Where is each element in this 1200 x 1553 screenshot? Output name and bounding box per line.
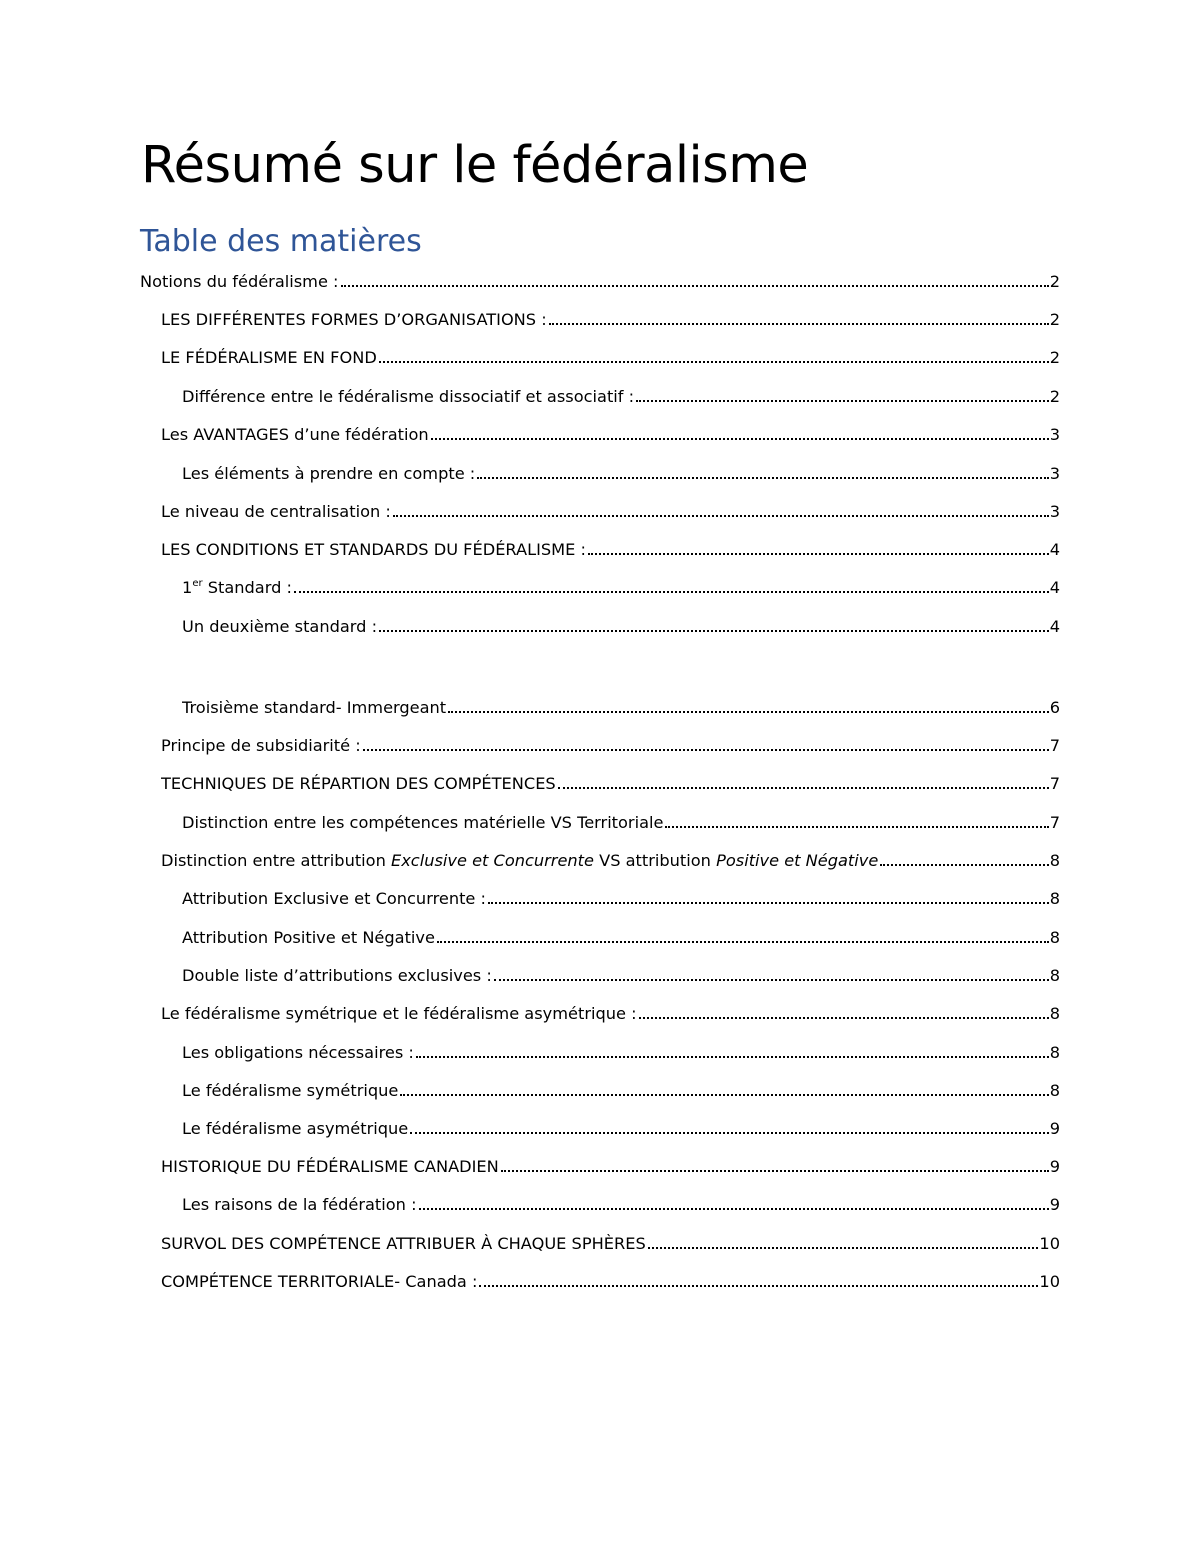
toc-entry[interactable] xyxy=(161,1000,1060,1024)
toc-entry-title: LE FÉDÉRALISME EN FOND xyxy=(161,348,377,367)
toc-entry-title: Les obligations nécessaires : xyxy=(182,1043,414,1062)
toc-dot-leader xyxy=(400,1094,1048,1096)
toc-dot-leader xyxy=(416,1056,1049,1058)
toc-dot-leader xyxy=(393,515,1049,517)
toc-entry[interactable] xyxy=(182,885,1060,909)
toc-entry-title: Les raisons de la fédération : xyxy=(182,1195,417,1214)
toc-page-number: 3 xyxy=(1049,425,1060,444)
toc-entry-title: Le fédéralisme asymétrique xyxy=(182,1119,409,1138)
toc-page-number: 2 xyxy=(1049,348,1060,367)
toc-entry[interactable] xyxy=(182,809,1060,833)
toc-entry-title: Attribution Exclusive et Concurrente : xyxy=(182,889,486,908)
toc-dot-leader xyxy=(648,1247,1039,1249)
toc-dot-leader xyxy=(488,902,1049,904)
toc-dot-leader xyxy=(341,285,1049,287)
toc-page-number: 4 xyxy=(1049,540,1060,559)
toc-entry[interactable] xyxy=(161,344,1060,368)
toc-entry[interactable] xyxy=(161,306,1060,330)
toc-entry-title: LES CONDITIONS ET STANDARDS DU FÉDÉRALISME : xyxy=(161,540,586,559)
toc-entry[interactable] xyxy=(182,962,1060,986)
toc-dot-leader xyxy=(431,438,1049,440)
toc-dot-leader xyxy=(448,711,1049,713)
toc-page-number: 8 xyxy=(1049,1004,1060,1023)
toc-dot-leader xyxy=(588,553,1049,555)
toc-dot-leader xyxy=(636,400,1049,402)
toc-entry[interactable] xyxy=(161,732,1060,756)
toc-entry[interactable] xyxy=(161,770,1060,794)
toc-entry[interactable] xyxy=(161,1230,1060,1254)
toc-entry-title: Les éléments à prendre en compte : xyxy=(182,464,476,483)
document-title: Résumé sur le fédéralisme xyxy=(141,136,809,195)
toc-entry-title: Double liste d’attributions exclusives : xyxy=(182,966,492,985)
toc-page-number: 4 xyxy=(1049,617,1060,636)
toc-entry[interactable] xyxy=(161,498,1060,522)
toc-entry-title: LES DIFFÉRENTES FORMES D’ORGANISATIONS : xyxy=(161,310,547,329)
toc-page-number: 9 xyxy=(1049,1195,1060,1214)
toc-entry[interactable] xyxy=(161,536,1060,560)
toc-entry-title: SURVOL DES COMPÉTENCE ATTRIBUER À CHAQUE SPHÈRES xyxy=(161,1234,646,1253)
toc-entry-title: Distinction entre attribution Exclusive et Concurrente VS attribution Positive et Négative xyxy=(161,851,879,870)
toc-page-number: 2 xyxy=(1049,310,1060,329)
toc-entry[interactable] xyxy=(182,574,1060,598)
toc-dot-leader xyxy=(665,826,1048,828)
toc-page-number: 8 xyxy=(1049,889,1060,908)
toc-entry[interactable] xyxy=(182,694,1060,718)
toc-page-number: 9 xyxy=(1049,1157,1060,1176)
toc-page-number: 8 xyxy=(1049,966,1060,985)
toc-page-number: 10 xyxy=(1039,1234,1060,1253)
toc-dot-leader xyxy=(294,591,1049,593)
toc-entry[interactable] xyxy=(182,1039,1060,1063)
toc-entry-title: COMPÉTENCE TERRITORIALE- Canada : xyxy=(161,1272,478,1291)
toc-entry-title: Le fédéralisme symétrique xyxy=(182,1081,399,1100)
toc-dot-leader xyxy=(558,787,1049,789)
toc-entry[interactable] xyxy=(182,460,1060,484)
toc-page-number: 6 xyxy=(1049,698,1060,717)
toc-entry[interactable] xyxy=(182,383,1060,407)
toc-dot-leader xyxy=(363,749,1049,751)
toc-page-number: 9 xyxy=(1049,1119,1060,1138)
toc-entry[interactable] xyxy=(182,1077,1060,1101)
toc-entry-title: Troisième standard- Immergeant xyxy=(182,698,447,717)
toc-dot-leader xyxy=(639,1017,1049,1019)
toc-dot-leader xyxy=(419,1208,1049,1210)
toc-entry-title: Notions du fédéralisme : xyxy=(140,272,339,291)
toc-page-number: 8 xyxy=(1049,851,1060,870)
toc-entry[interactable] xyxy=(182,924,1060,948)
toc-entry[interactable] xyxy=(182,1191,1060,1215)
toc-entry[interactable] xyxy=(182,613,1060,637)
toc-page-number: 7 xyxy=(1049,813,1060,832)
toc-page-number: 8 xyxy=(1049,928,1060,947)
toc-entry-title: Distinction entre les compétences matérielle VS Territoriale xyxy=(182,813,664,832)
toc-entry-title: Les AVANTAGES d’une fédération xyxy=(161,425,429,444)
toc-entry-title: 1er Standard : xyxy=(182,578,292,597)
toc-entry-title: TECHNIQUES DE RÉPARTION DES COMPÉTENCES xyxy=(161,774,556,793)
toc-page-number: 10 xyxy=(1039,1272,1060,1291)
toc-dot-leader xyxy=(437,941,1049,943)
toc-entry-title: Principe de subsidiarité : xyxy=(161,736,361,755)
toc-dot-leader xyxy=(479,1285,1038,1287)
toc-dot-leader xyxy=(379,361,1049,363)
toc-entry-title: Différence entre le fédéralisme dissociatif et associatif : xyxy=(182,387,635,406)
toc-page-number: 7 xyxy=(1049,736,1060,755)
toc-dot-leader xyxy=(501,1170,1049,1172)
toc-entry[interactable] xyxy=(161,1268,1060,1292)
toc-entry[interactable] xyxy=(161,847,1060,871)
toc-dot-leader xyxy=(410,1132,1048,1134)
toc-entry-title: Un deuxième standard : xyxy=(182,617,378,636)
toc-entry[interactable] xyxy=(140,268,1060,292)
toc-page-number: 2 xyxy=(1049,272,1060,291)
toc-page-number: 8 xyxy=(1049,1081,1060,1100)
toc-dot-leader xyxy=(494,979,1049,981)
toc-dot-leader xyxy=(379,630,1049,632)
toc-page-number: 4 xyxy=(1049,578,1060,597)
toc-entry[interactable] xyxy=(161,1153,1060,1177)
toc-dot-leader xyxy=(549,323,1049,325)
toc-dot-leader xyxy=(477,477,1048,479)
toc-dot-leader xyxy=(880,864,1048,866)
toc-entry[interactable] xyxy=(182,1115,1060,1139)
toc-entry-title: Attribution Positive et Négative xyxy=(182,928,435,947)
toc-page-number: 3 xyxy=(1049,502,1060,521)
toc-entry-title: Le fédéralisme symétrique et le fédéralisme asymétrique : xyxy=(161,1004,637,1023)
toc-entry-title: HISTORIQUE DU FÉDÉRALISME CANADIEN xyxy=(161,1157,499,1176)
toc-page-number: 3 xyxy=(1049,464,1060,483)
toc-page-number: 8 xyxy=(1049,1043,1060,1062)
toc-entry[interactable] xyxy=(161,421,1060,445)
toc-page-number: 7 xyxy=(1049,774,1060,793)
toc-page-number: 2 xyxy=(1049,387,1060,406)
toc-heading: Table des matières xyxy=(140,224,422,259)
toc-entry-title: Le niveau de centralisation : xyxy=(161,502,391,521)
